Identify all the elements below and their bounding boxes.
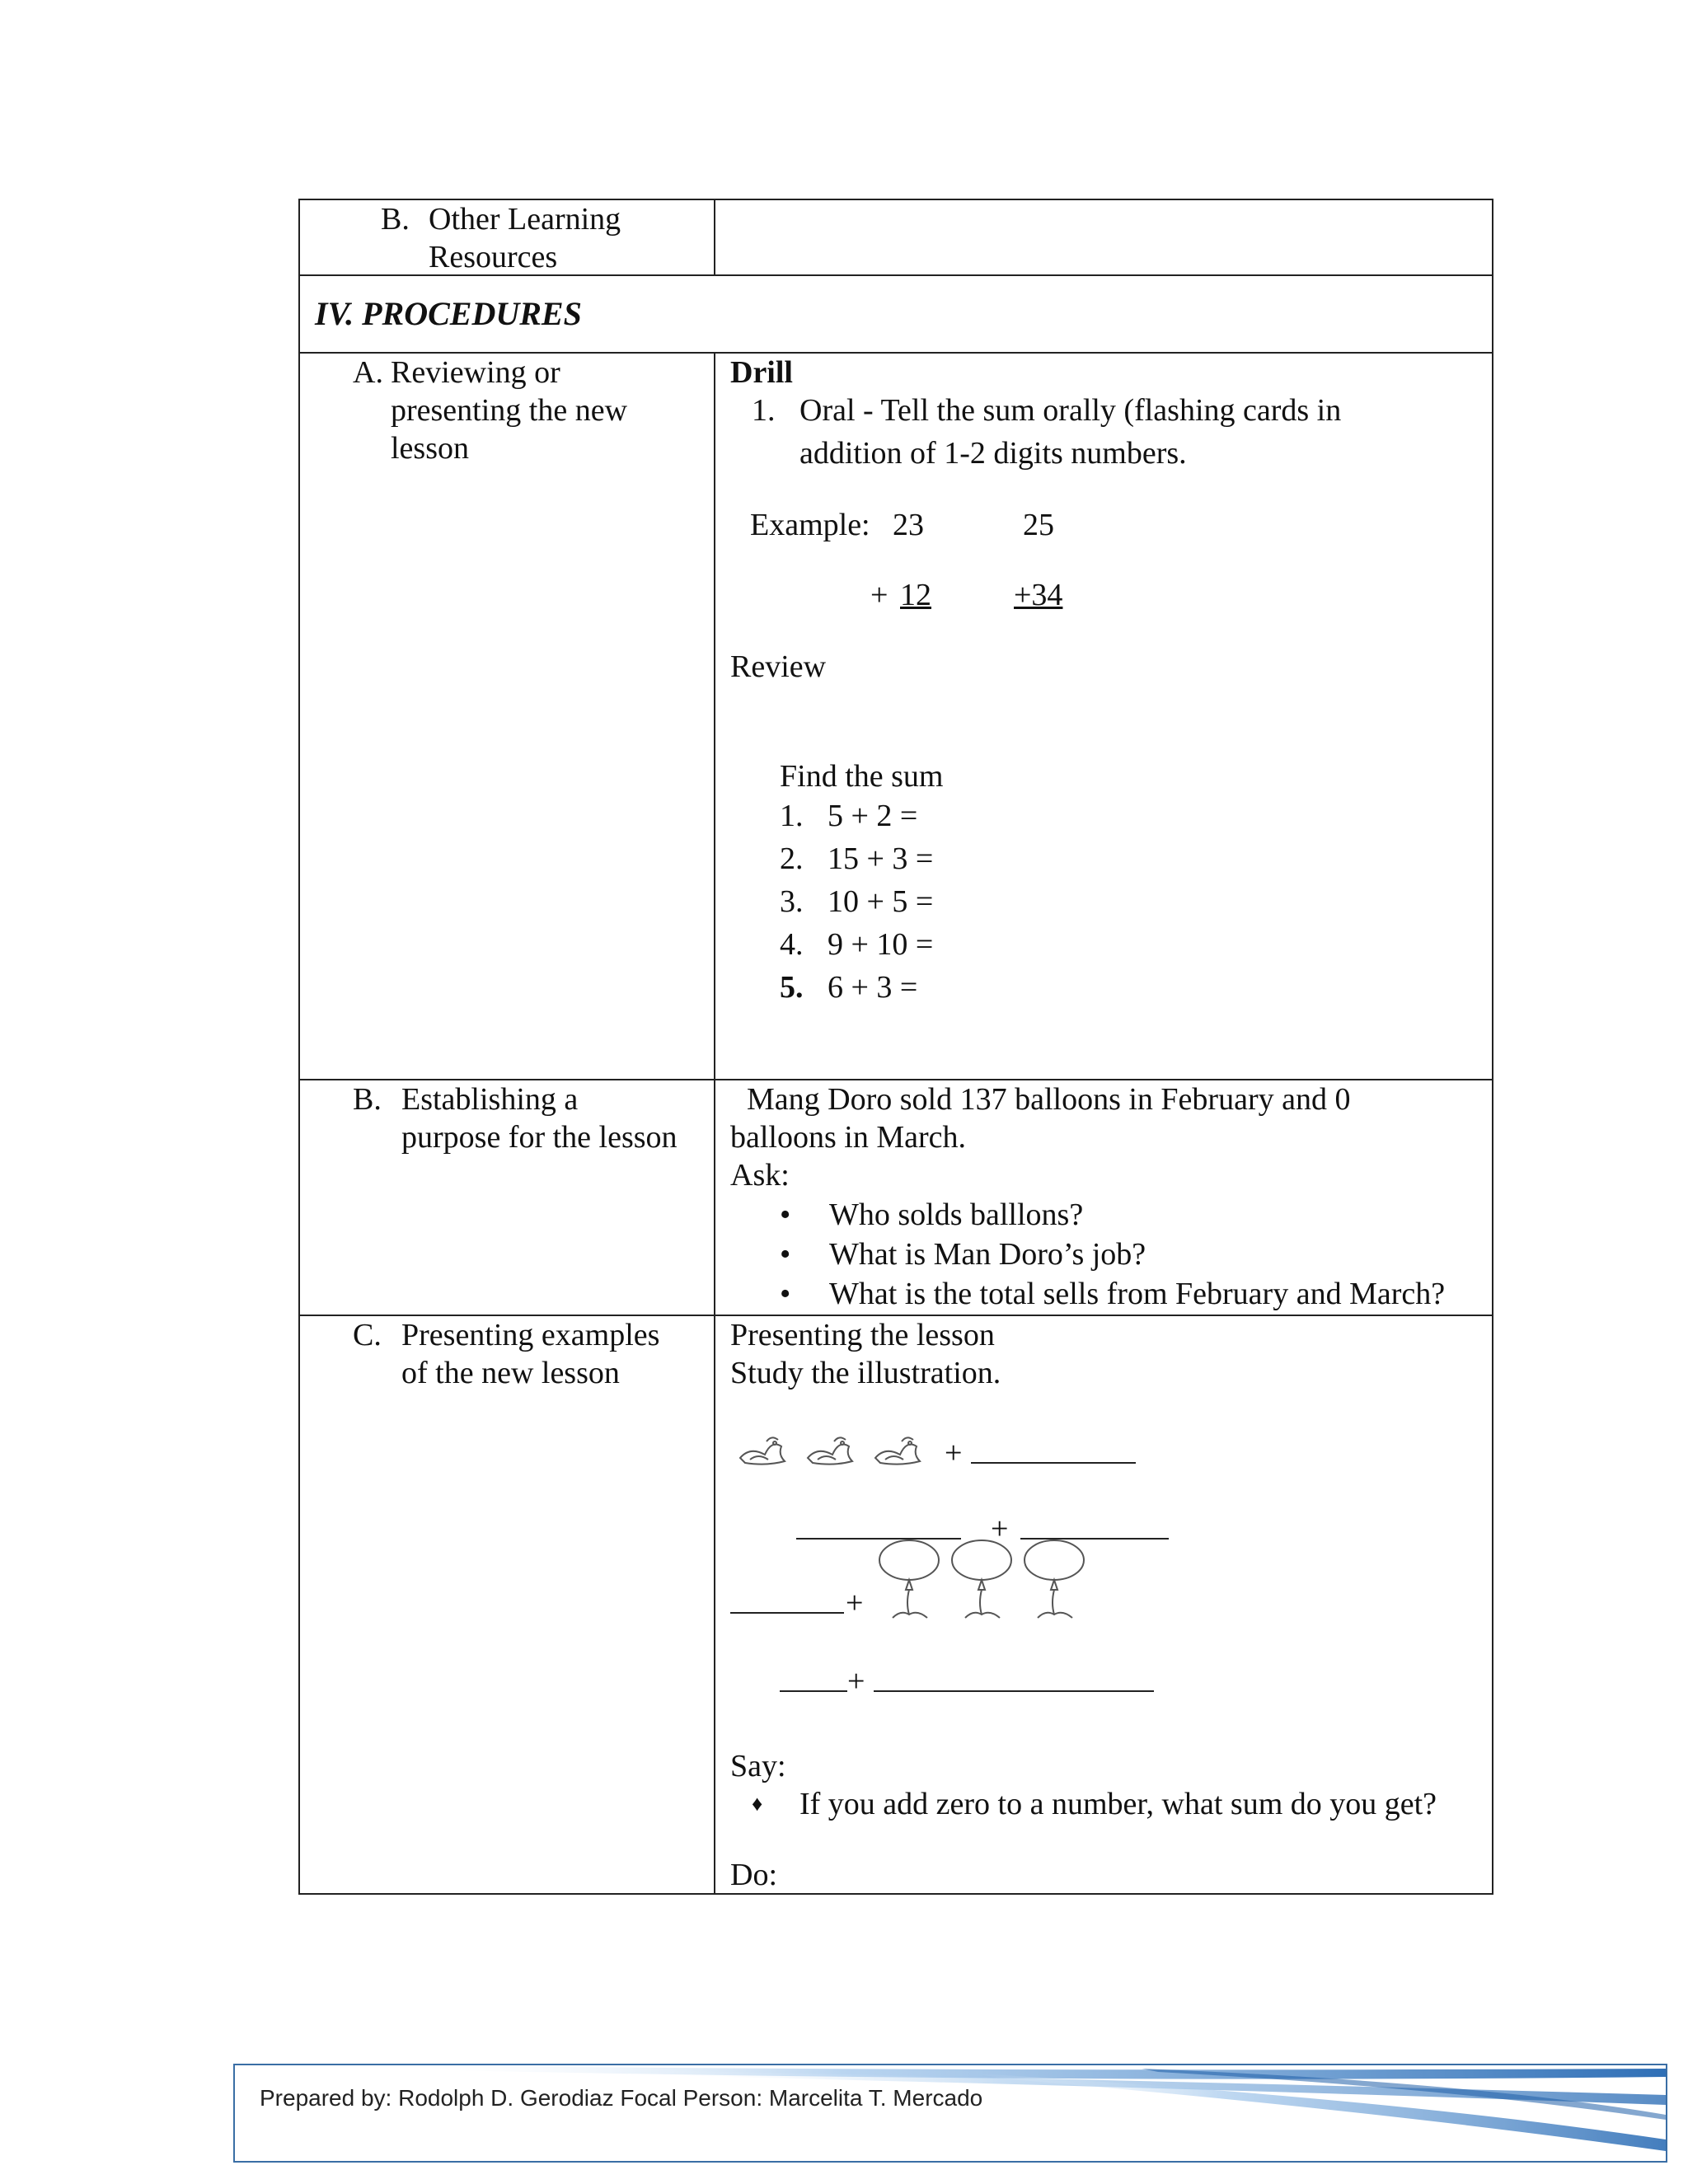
- sum-number: 4.: [780, 927, 804, 962]
- footer: [233, 2064, 1667, 2163]
- drill-title: Drill: [730, 355, 793, 390]
- row-c-content-cell: [715, 1315, 1493, 1894]
- story-line2: balloons in March.: [730, 1120, 967, 1155]
- plus-sign: +: [945, 1436, 963, 1470]
- sum-expression: 15 + 3 =: [828, 841, 934, 876]
- drill-item-number: 1.: [752, 393, 776, 428]
- row-b-other-label: Other Learning Resources: [429, 202, 621, 274]
- question-item: What is Man Doro’s job?: [829, 1237, 1146, 1272]
- answer-blank[interactable]: [780, 1662, 847, 1692]
- plus-sign: +: [846, 1586, 864, 1620]
- sum-expression: 9 + 10 =: [828, 927, 934, 962]
- drill-item-line1: Oral - Tell the sum orally (flashing cards in: [799, 393, 1342, 428]
- birds-illustration: [734, 1422, 948, 1471]
- row-c-label-line2: of the new lesson: [401, 1356, 620, 1390]
- answer-blank[interactable]: [796, 1510, 961, 1540]
- bullet-icon: •: [780, 1237, 791, 1272]
- find-sum-title: Find the sum: [780, 759, 944, 794]
- row-b-letter: B.: [353, 1082, 382, 1117]
- row-a-content-cell: [715, 353, 1493, 1080]
- example-bottom-1: 12: [900, 578, 931, 612]
- answer-blank[interactable]: [730, 1584, 844, 1614]
- example-label: Example:: [750, 508, 870, 542]
- row-a-label-line2: presenting the new: [391, 393, 628, 428]
- say-label: Say:: [730, 1749, 786, 1783]
- sum-number: 3.: [780, 884, 804, 919]
- question-item: Who solds balllons?: [829, 1197, 1084, 1232]
- answer-blank[interactable]: [1020, 1510, 1169, 1540]
- row-reviewing: [299, 353, 1493, 1080]
- ask-label: Ask:: [730, 1158, 790, 1193]
- row-b-content-cell: [715, 1080, 1493, 1315]
- row-a-label-cell: [299, 353, 715, 1080]
- do-label: Do:: [730, 1858, 777, 1892]
- sum-expression: 5 + 2 =: [828, 799, 918, 833]
- say-item: If you add zero to a number, what sum do you get?: [799, 1787, 1437, 1821]
- row-establishing-purpose: [299, 1080, 1493, 1315]
- row-b-other-label-cell: [299, 199, 715, 275]
- sum-number: 5.: [780, 970, 804, 1005]
- row-b-other-content-cell: [715, 199, 1493, 275]
- sum-number: 2.: [780, 841, 804, 876]
- sum-expression: 6 + 3 =: [828, 970, 918, 1005]
- row-c-label-cell: [299, 1315, 715, 1894]
- review-title: Review: [730, 649, 827, 684]
- presenting-line2: Study the illustration.: [730, 1356, 1001, 1390]
- diamond-bullet-icon: ♦: [752, 1792, 763, 1816]
- procedures-heading: IV. PROCEDURES: [315, 295, 582, 332]
- row-presenting-examples: [299, 1315, 1493, 1894]
- row-b-label-cell: [299, 1080, 715, 1315]
- example-bottom-2: +34: [1014, 578, 1063, 612]
- row-other-learning-resources: [299, 199, 1493, 275]
- plus-sign: +: [991, 1511, 1009, 1546]
- row-c-label-line1: Presenting examples: [401, 1318, 660, 1352]
- example-top-2: 25: [1023, 508, 1054, 542]
- sum-number: 1.: [780, 799, 804, 833]
- presenting-line1: Presenting the lesson: [730, 1318, 995, 1352]
- answer-blank[interactable]: [971, 1434, 1136, 1464]
- sum-expression: 10 + 5 =: [828, 884, 934, 919]
- bullet-icon: •: [780, 1197, 791, 1232]
- example-top-1: 23: [893, 508, 924, 542]
- row-a-label-line3: lesson: [391, 431, 469, 466]
- question-item: What is the total sells from February and March?: [829, 1277, 1446, 1311]
- row-b-label-line2: purpose for the lesson: [401, 1120, 678, 1155]
- row-a-letter: A.: [353, 355, 383, 390]
- row-c-letter: C.: [353, 1318, 382, 1352]
- row-b-other-letter: B.: [381, 202, 410, 237]
- plus-sign: +: [847, 1664, 865, 1699]
- drill-item-line2: addition of 1-2 digits numbers.: [799, 436, 1187, 471]
- row-a-label-line1: Reviewing or: [391, 355, 560, 390]
- lesson-plan-table: [298, 199, 1493, 1895]
- row-b-label-line1: Establishing a: [401, 1082, 579, 1117]
- bullet-icon: •: [780, 1277, 791, 1311]
- story-line1: Mang Doro sold 137 balloons in February and 0: [747, 1082, 1351, 1117]
- footer-swoosh-graphic: [235, 2065, 1666, 2161]
- row-procedures-heading: [299, 275, 1493, 353]
- example-plus: +: [870, 578, 889, 612]
- procedures-heading-cell: [299, 275, 1493, 353]
- footer-prepared-by: Prepared by: Rodolph D. Gerodiaz Focal Person: Marcelita T. Mercado: [260, 2085, 983, 2111]
- answer-blank[interactable]: [874, 1662, 1154, 1692]
- balloons-illustration: [876, 1539, 1090, 1629]
